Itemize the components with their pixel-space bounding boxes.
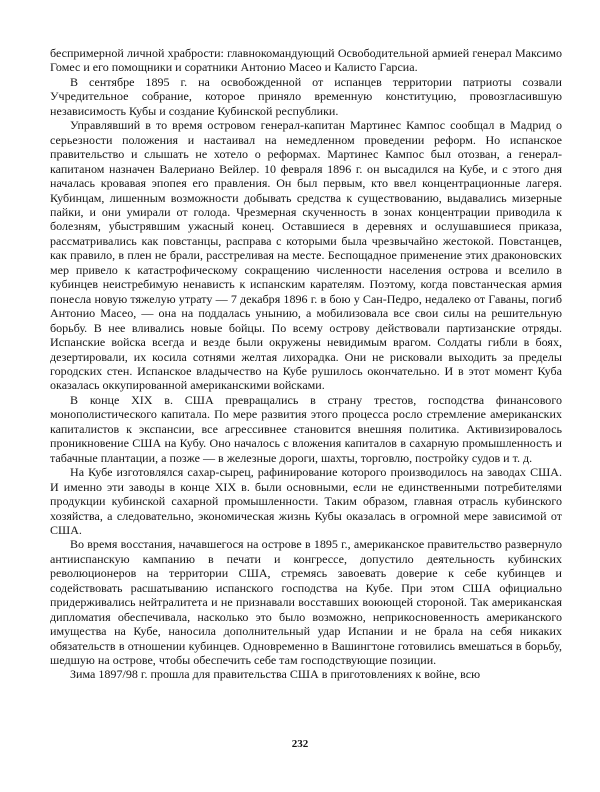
paragraph-2: В сентябре 1895 г. на освобожденной от испанцев территории патриоты созвали Учредительное собрание, которое приняло временную конституцию, провозгласившую независимость Кубы и создание Кубинской республики. [50,74,562,118]
paragraph-4: В конце XIX в. США превращались в страну трестов, господства финансового монополистического капитала. По мере развития этого процесса росло стремление американских капиталистов к экспансии, все агрессивнее становится внешняя политика. Активизировалось проникновение США на Кубу. Оно началось с вложения капиталов в сахарную промышленность и табачные плантации, а позже — в железные дороги, шахты, торговлю, постройку судов и т. д. [50,392,562,465]
paragraph-1: беспримерной личной храбрости: главнокомандующий Освободительной армией генерал Максимо Гомес и его помощники и соратники Антонио Масео и Калисто Гарсиа. [50,46,562,75]
paragraph-3: Управлявший в то время островом генерал-капитан Мартинес Кампос сообщал в Мадрид о серьезности положения и настаивал на немедленном проведении реформ. Но испанское правительство и слышать не хотело о реформах. Мартинес Кампос был отозван, а генерал-капитаном назначен Валериано Вейлер. 10 февраля 1896 г. он высадился на Кубе, и с этого дня началась кровавая эпопея его правления. Он был первым, кто ввел концентрационные лагеря. Кубинцам, лишенным возможности добывать средства к существованию, выдавались мизерные пайки, и они умирали от голода. Чрезмерная скученность в зонах концентрации приводила к болезням, убыстрявшим ужасный конец. Оставшиеся в деревнях и ослушавшиеся приказа, рассматривались как повстанцы, расправа с которыми была чрезвычайно жестокой. Повстанцев, как правило, в плен не брали, расстреливая на месте. Беспощадное применение этих драконовских мер привело к катастрофическому сокращению численности населения острова и вселило в кубинцев неистребимую ненависть к испанским карателям. Поэтому, когда повстанческая армия понесла новую тяжелую утрату — 7 декабря 1896 г. в бою у Сан-Педро, недалеко от Гаваны, погиб Антонио Масео, — она на поддалась унынию, а мобилизовала все свои силы на решительную борьбу. В нее вливались новые бойцы. По всему острову действовали партизанские отряды. Испанские войска всегда и везде были окружены невидимым врагом. Солдаты гибли в боях, дезертировали, их косила сотнями желтая лихорадка. Они не рисковали выходить за пределы городских стен. Испанское владычество на Кубе рушилось окончательно. И в этот момент Куба оказалась оккупированной американскими войсками. [50,118,562,393]
paragraph-7: Зима 1897/98 г. прошла для правительства США в приготовлениях к войне, всю [70,667,481,682]
document-page [50,46,562,746]
page-number: 232 [291,738,309,750]
paragraph-5: На Кубе изготовлялся сахар-сырец, рафинирование которого производилось на заводах США. И именно эти заводы в конце XIX в. были основными, если не единственными потребителями продукции кубинской сахарной промышленности. Таким образом, главная отрасль кубинского хозяйства, а следовательно, экономическая жизнь Кубы оказалась в огромной мере зависимой от США. [50,465,562,537]
paragraph-6: Во время восстания, начавшегося на острове в 1895 г., американское правительство развернуло антииспанскую кампанию в печати и конгрессе, допустило деятельность кубинских революционеров на территории США, стремясь завоевать доверие к себе кубинцев и содействовать расшатыванию испанского господства на Кубе. При этом США официально придерживались нейтралитета и не признавали восставших воюющей стороной. Так американская дипломатия обеспечивала, насколько это было возможно, неприкосновенность американского имущества на Кубе, наносила дополнительный удар Испании и не брала на себя никаких обязательств в отношении кубинцев. Одновременно в Вашингтоне готовились вмешаться в борьбу, шедшую на острове, чтобы обеспечить себе там господствующие позиции. [50,537,562,668]
